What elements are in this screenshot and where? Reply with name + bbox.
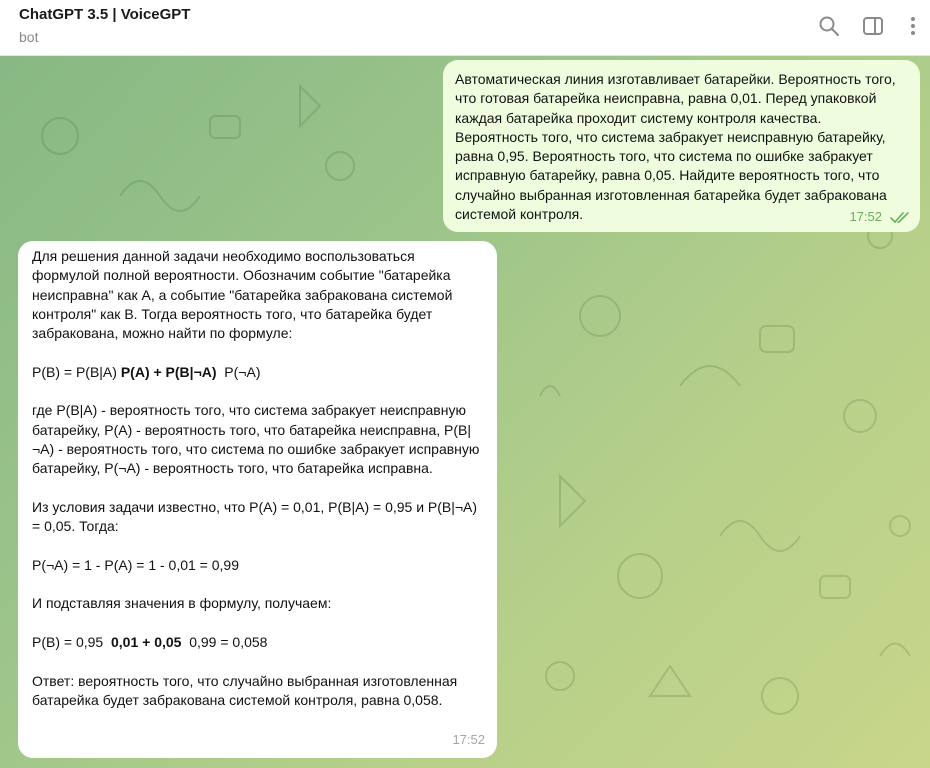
message-time: 17:52 <box>452 731 485 747</box>
more-vertical-icon[interactable] <box>901 14 925 38</box>
message-time: 17:52 <box>849 208 882 224</box>
given-values: Из условия задачи известно, что P(A) = 0,01, P(B|A) = 0,95 и P(B|¬A) = 0,05. Тогда: <box>32 498 481 535</box>
formula-part: P(B) = P(B|A) <box>32 363 121 380</box>
formula-part-bold: P(A) + P(B|¬A) <box>120 363 217 380</box>
complement-calculation: P(¬A) = 1 - P(A) = 1 - 0,01 = 0,99 <box>32 556 239 573</box>
sidebar-toggle-icon[interactable] <box>861 14 885 38</box>
chat-area[interactable] <box>0 56 930 768</box>
chat-title[interactable]: ChatGPT 3.5 | VoiceGPT <box>19 6 191 23</box>
substitution-text: И подставляя значения в формулу, получаем: <box>32 595 332 612</box>
formula-part: 0,99 = 0,058 <box>181 633 268 650</box>
answer-intro: Для решения данной задачи необходимо воспользоваться формулой полной вероятности. Обозначим событие "батарейка неисправна" как A, а событие "батарейка забракована системой контроля" как B. Тогда вероятность того, что батарейка будет забракована, можно найти по формуле: <box>32 248 457 342</box>
message-text: Автоматическая линия изготавливает батарейки. Вероятность того, что готовая батарейка неисправна, равна 0,01. Перед упаковкой каждая батарейка проходит систему контроля качества. Вероятность того, что система забракует неисправную батарейку, равна 0,95. Вероятность того, что система по ошибке забракует исправную батарейку, равна 0,05. Найдите вероятность того, что случайно выбранная изготовленная батарейка будет забракована системой контроля. <box>455 71 900 223</box>
search-icon[interactable] <box>817 14 841 38</box>
result-formula <box>32 633 483 652</box>
read-checkmarks-icon <box>890 212 910 224</box>
incoming-message[interactable] <box>18 241 497 758</box>
formula-part-bold: 0,01 + 0,05 <box>110 633 182 650</box>
outgoing-message[interactable] <box>443 60 920 232</box>
formula-part: P(¬A) <box>216 363 261 380</box>
chat-subtitle: bot <box>19 29 39 45</box>
chat-header <box>0 0 930 56</box>
formula-part: P(B) = 0,95 <box>32 633 111 650</box>
formula-explanation: где P(B|A) - вероятность того, что система забракует неисправную батарейку, P(A) - вероятность того, что батарейка неисправна, P(B|¬A) - вероятность того, что система по ошибке забракует исправную батарейку, P(¬A) - вероятность того, что батарейка исправна. <box>32 402 484 477</box>
total-probability-formula <box>32 363 483 382</box>
final-answer: Ответ: вероятность того, что случайно выбранная изготовленная батарейка будет забракована системой контроля, равна 0,058. <box>32 672 462 708</box>
